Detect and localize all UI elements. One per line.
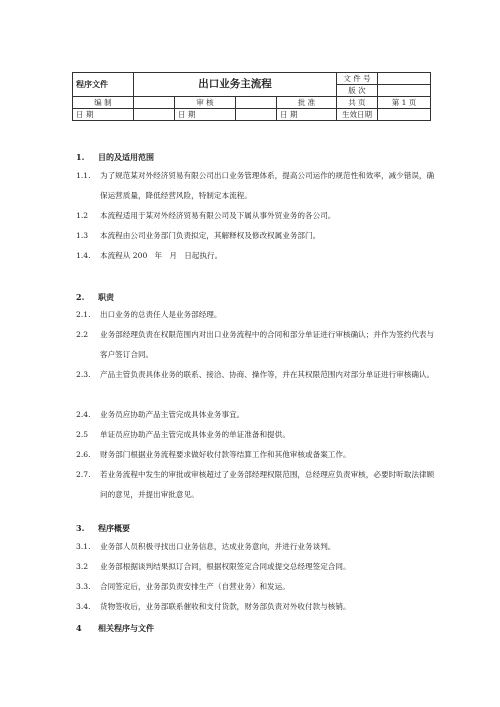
section-number: 4 — [76, 623, 82, 633]
item-text: 货物签收后，业务部联系催收和支付货款，财务部负责对外收付款与核销。 — [100, 602, 351, 611]
list-item — [76, 166, 436, 206]
approved-label: 批 准 — [277, 97, 337, 109]
list-item — [76, 206, 436, 226]
section-title: 程序概要 — [98, 523, 130, 533]
item-number: 3.1. — [76, 542, 91, 551]
item-number: 2.4. — [76, 410, 91, 419]
reviewed-label: 审 核 — [175, 97, 236, 109]
item-text: 财务部门根据业务流程要求做好收付款等结算工作和其他审核或备案工作。 — [100, 450, 351, 459]
item-number: 1.1. — [76, 171, 91, 180]
section-heading — [76, 152, 154, 163]
item-text: 产品主管负责具体业务的联系、接洽、协商、操作等，并在其权限范围内对部分单证进行审核确认。 — [100, 370, 435, 379]
item-number: 2.2 — [76, 330, 89, 339]
document-title: 出口业务主流程 — [134, 73, 337, 97]
item-text: 业务部经理负责在权限范围内对出口业务流程中的合同和部分单证进行审核确认；并作为签约代表与客户签订合同。 — [100, 330, 435, 359]
page-number: 第 1 页 — [378, 97, 431, 109]
date-value-1 — [134, 109, 175, 121]
section-heading — [76, 623, 154, 634]
list-item — [76, 537, 436, 557]
item-number: 2.5 — [76, 430, 89, 439]
item-number: 1.4. — [76, 251, 91, 260]
list-item — [76, 597, 436, 617]
list-item — [76, 425, 436, 445]
item-number: 2.1. — [76, 310, 91, 319]
version-label: 版 次 — [337, 85, 378, 97]
list-item — [76, 325, 436, 365]
item-number: 3.2 — [76, 562, 89, 571]
item-text: 出口业务的总责任人是业务部经理。 — [100, 310, 222, 319]
doc-type-label: 程序文件 — [73, 73, 134, 97]
file-no-value — [378, 73, 431, 85]
item-text: 业务员应协助产品主管完成具体业务事宜。 — [100, 410, 245, 419]
list-item — [76, 305, 436, 325]
item-text: 本流程从 200 年 月 日起执行。 — [100, 251, 223, 260]
item-text: 本流程适用于某对外经济贸易有限公司及下属从事外贸业务的各公司。 — [100, 211, 336, 220]
section-heading — [76, 523, 130, 534]
section-number: 2. — [76, 292, 85, 302]
pages-label: 共 页 — [337, 97, 378, 109]
section-number: 1. — [76, 152, 85, 162]
list-item — [76, 465, 436, 505]
item-text: 本流程由公司业务部门负责拟定，其解释权及修改权属业务部门。 — [100, 231, 321, 240]
item-number: 2.6. — [76, 450, 91, 459]
item-text: 业务部根据谈判结果拟订合同，根据权限签定合同或提交总经理签定合同。 — [100, 562, 351, 571]
list-item — [76, 405, 436, 425]
list-item — [76, 365, 436, 385]
document-header-table — [72, 72, 431, 121]
section-title: 目的及适用范围 — [98, 152, 154, 162]
effective-date-label: 生效日期 — [337, 109, 378, 121]
item-text: 单证员应协助产品主管完成具体业务的单证准备和提供。 — [100, 430, 290, 439]
list-item — [76, 246, 436, 266]
reviewed-value — [236, 97, 277, 109]
item-number: 3.4. — [76, 602, 91, 611]
date-label-2: 日 期 — [175, 109, 236, 121]
file-no-label: 文 件 号 — [337, 73, 378, 85]
section-heading — [76, 292, 114, 303]
prepared-label: 编 制 — [73, 97, 134, 109]
prepared-value — [134, 97, 175, 109]
version-value — [378, 85, 431, 97]
item-number: 2.7. — [76, 470, 91, 479]
date-label-1: 日 期 — [73, 109, 134, 121]
item-text: 合同签定后，业务部负责安排生产（自营业务）和发运。 — [100, 582, 290, 591]
item-text: 若业务流程中发生的审批或审核超过了业务部经理权限范围，总经理应负责审核，必要时听取法律顾问的意见，并提出审批意见。 — [100, 470, 435, 499]
section-title: 相关程序与文件 — [98, 623, 154, 633]
date-value-2 — [236, 109, 277, 121]
list-item — [76, 577, 436, 597]
item-number: 1.3 — [76, 231, 89, 240]
item-number: 1.2 — [76, 211, 89, 220]
section-title: 职责 — [98, 292, 114, 302]
item-number: 2.3. — [76, 370, 91, 379]
item-text: 为了规范某对外经济贸易有限公司出口业务管理体系，提高公司运作的规范性和效率，减少错误，确保运营质量，降低经营风险，特制定本流程。 — [100, 171, 435, 200]
list-item — [76, 226, 436, 246]
list-item — [76, 445, 436, 465]
list-item — [76, 557, 436, 577]
section-number: 3. — [76, 523, 85, 533]
item-text: 业务部人员积极寻找出口业务信息，达成业务意向，并进行业务谈判。 — [100, 542, 336, 551]
effective-date-value — [378, 109, 431, 121]
item-number: 3.3. — [76, 582, 91, 591]
date-label-3: 日 期 — [277, 109, 337, 121]
